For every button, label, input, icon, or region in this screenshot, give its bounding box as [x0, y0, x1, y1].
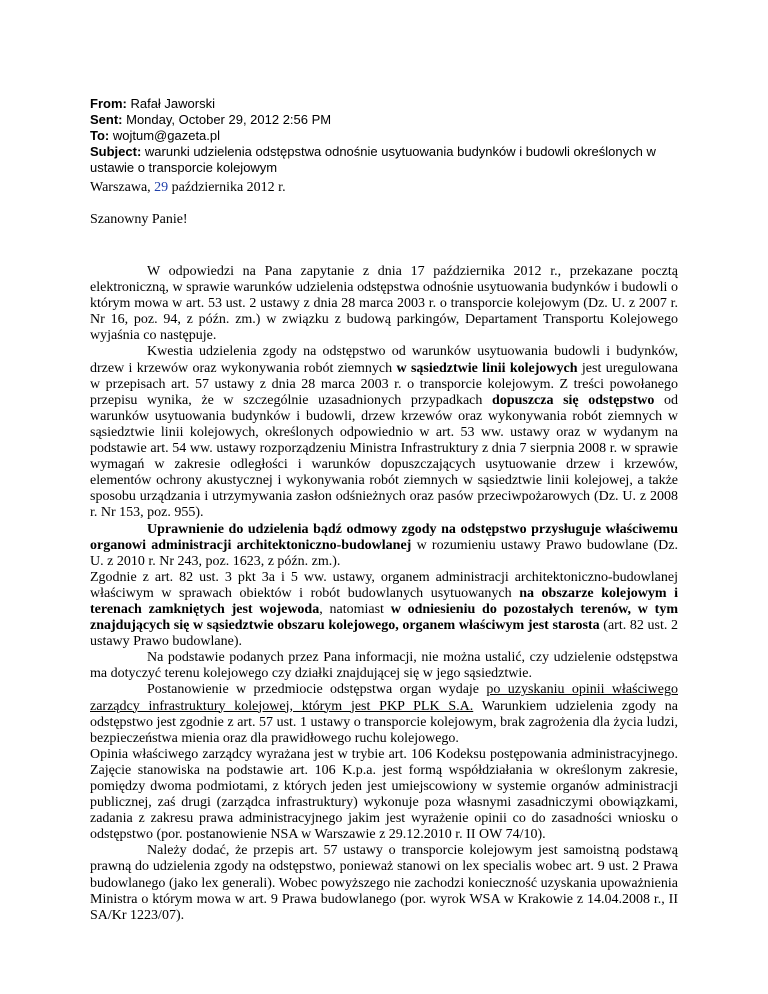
- p2-bold: w sąsiedztwie linii kolejowych: [396, 360, 578, 376]
- to-label: To:: [90, 128, 110, 143]
- to-value: wojtum@gazeta.pl: [112, 128, 221, 143]
- p6-text: Postanowienie w przedmiocie odstępstwa organ wydaje: [147, 682, 487, 698]
- p2-text: Kwestia udzielenia zgody na odstępstwo od warunków usytuowania budowli i budynków, drzew i krzewów oraz wykonywania robót ziemnych: [90, 344, 678, 376]
- to-line: [90, 128, 678, 144]
- place: Warszawa,: [90, 180, 151, 195]
- p4-text: , natomiast: [319, 601, 391, 617]
- sent-label: Sent:: [90, 112, 123, 127]
- p4-text: (art. 82 ust. 2 ustawy Prawo budowlane).: [90, 618, 679, 650]
- p4-bold: w odniesieniu do pozostałych terenów, w tym znajdujących się w sąsiedztwie obszaru kolejowego, organem właściwym jest starosta: [90, 601, 679, 634]
- subject-line: [90, 144, 678, 176]
- p3-text: w rozumieniu ustawy Prawo budowlane (Dz. U. z 2010 r. Nr 243, poz. 1623, z późn. zm.).: [90, 537, 679, 569]
- paragraph-7: Opinia właściwego zarządcy wyrażana jest w trybie art. 106 Kodeksu postępowania administracyjnego. Zajęcie stanowiska na podstawie art. 106 K.p.a. jest formą współdziałania w określonym zakresie, pomiędzy dwoma podmiotami, z których jeden jest umiejscowiony w systemie organów administracji publicznej, zaś drugi (zarządca infrastruktury) wykonuje poza własnymi zasadniczymi obowiązkami, zadania z zakresu prawa administracyjnego jakim jest wyrażenie opinii co do zasadności wniosku o odstępstwo (por. postanowienie NSA w Warszawie z 29.12.2010 r. II OW 74/10).: [90, 746, 678, 843]
- p6-underlined: po uzyskaniu opinii właściwego zarządcy infrastruktury kolejowej, którym jest PKP PLK S.A.: [90, 682, 678, 714]
- p3-bold: Uprawnienie do udzielenia bądź odmowy zgody na odstępstwo przysługuje właściwemu organowi administracji architektoniczno-budowlanej: [90, 521, 678, 553]
- subject-value: warunki udzielenia odstępstwa odnośnie usytuowania budynków i budowli określonych w ustawie o transporcie kolejowym: [90, 144, 656, 175]
- paragraph-6: [90, 682, 678, 746]
- letter-body: [90, 264, 678, 924]
- p6-text: Warunkiem udzielenia zgody na odstępstwo jest zgodnie z art. 57 ust. 1 ustawy o transporcie kolejowym, brak zagrożenia dla życia ludzi, bezpieczeństwa mienia oraz dla prawidłowego ruchu kolejowego.: [90, 698, 678, 746]
- from-value: Rafał Jaworski: [130, 96, 215, 111]
- greeting: Szanowny Panie!: [90, 212, 188, 227]
- paragraph-2: [90, 344, 678, 521]
- paragraph-1: W odpowiedzi na Pana zapytanie z dnia 17 października 2012 r., przekazane pocztą elektroniczną, w sprawie warunków udzielenia odstępstwa odnośnie usytuowania budynków i budowli o którym mowa w art. 53 ust. 2 ustawy z dnia 28 marca 2003 r. o transporcie kolejowym (Dz. U. z 2007 r. Nr 16, poz. 94, z późn. zm.) w związku z budową parkingów, Departament Transportu Kolejowego wyjaśnia co następuje.: [90, 264, 678, 344]
- paragraph-8: Należy dodać, że przepis art. 57 ustawy o transporcie kolejowym jest samoistną podstawą prawną do udzielenia zgody na odstępstwo, ponieważ stanowi on lex specialis wobec art. 9 ust. 2 Prawa budowlanego (jako lex generali). Wobec powyższego nie zachodzi konieczność uzyskania upoważnienia Ministra o którym mowa w art. 9 Prawa budowlanego (por. wyrok WSA w Krakowie z 14.04.2008 r., II SA/Kr 1223/07).: [90, 843, 678, 923]
- paragraph-3: [90, 522, 678, 570]
- sent-line: [90, 112, 678, 128]
- p2-text: jest uregulowana w przepisach art. 57 ustawy z dnia 28 marca 2003 r. o transporcie kolejowym. Z treści powołanego przepisu wynika, że w szczególnie uzasadnionych przypadkach: [90, 360, 678, 408]
- p2-text: od warunków usytuowania budynków i budowli, drzew krzewów oraz wykonywania robót ziemnych w sąsiedztwie linii kolejowych, określonych odpowiednio w art. 53 ww. ustawy oraz w wydanym na podstawie art. 54 ww. ustawy rozporządzeniu Ministra Infrastruktury z dnia 7 sierpnia 2008 r. w sprawie wymagań w zakresie odległości i warunków dopuszczających usytuowanie drzew i krzewów, elementów ochrony akustycznej i wykonywania robót ziemnych w sąsiedztwie linii kolejowej, a także sposobu urządzania i utrzymywania zasłon odśnieżnych oraz pasów przeciwpożarowych (Dz. U. z 2008 r. Nr 153, poz. 955).: [90, 392, 679, 521]
- p2-bold: dopuszcza się odstępstwo: [492, 392, 655, 408]
- p4-bold: na obszarze kolejowym i terenach zamkniętych jest wojewoda: [90, 585, 678, 617]
- p4-text: Zgodnie z art. 82 ust. 3 pkt 3a i 5 ww. ustawy, organem administracji architektoniczno-budowlanej właściwym w sprawach obiektów i robót budowlanych usytuowanych: [90, 569, 678, 601]
- from-line: [90, 96, 678, 112]
- place-date: [90, 180, 286, 196]
- paragraph-4: [90, 570, 678, 650]
- from-label: From:: [90, 96, 127, 111]
- date-day: 29: [154, 180, 169, 195]
- subject-label: Subject:: [90, 144, 142, 159]
- paragraph-5: Na podstawie podanych przez Pana informacji, nie można ustalić, czy udzielenie odstępstwa ma dotyczyć terenu kolejowego czy działki znajdującej się w jego sąsiedztwie.: [90, 650, 678, 682]
- sent-value: Monday, October 29, 2012 2:56 PM: [126, 112, 332, 127]
- date-rest: października 2012 r.: [171, 180, 286, 195]
